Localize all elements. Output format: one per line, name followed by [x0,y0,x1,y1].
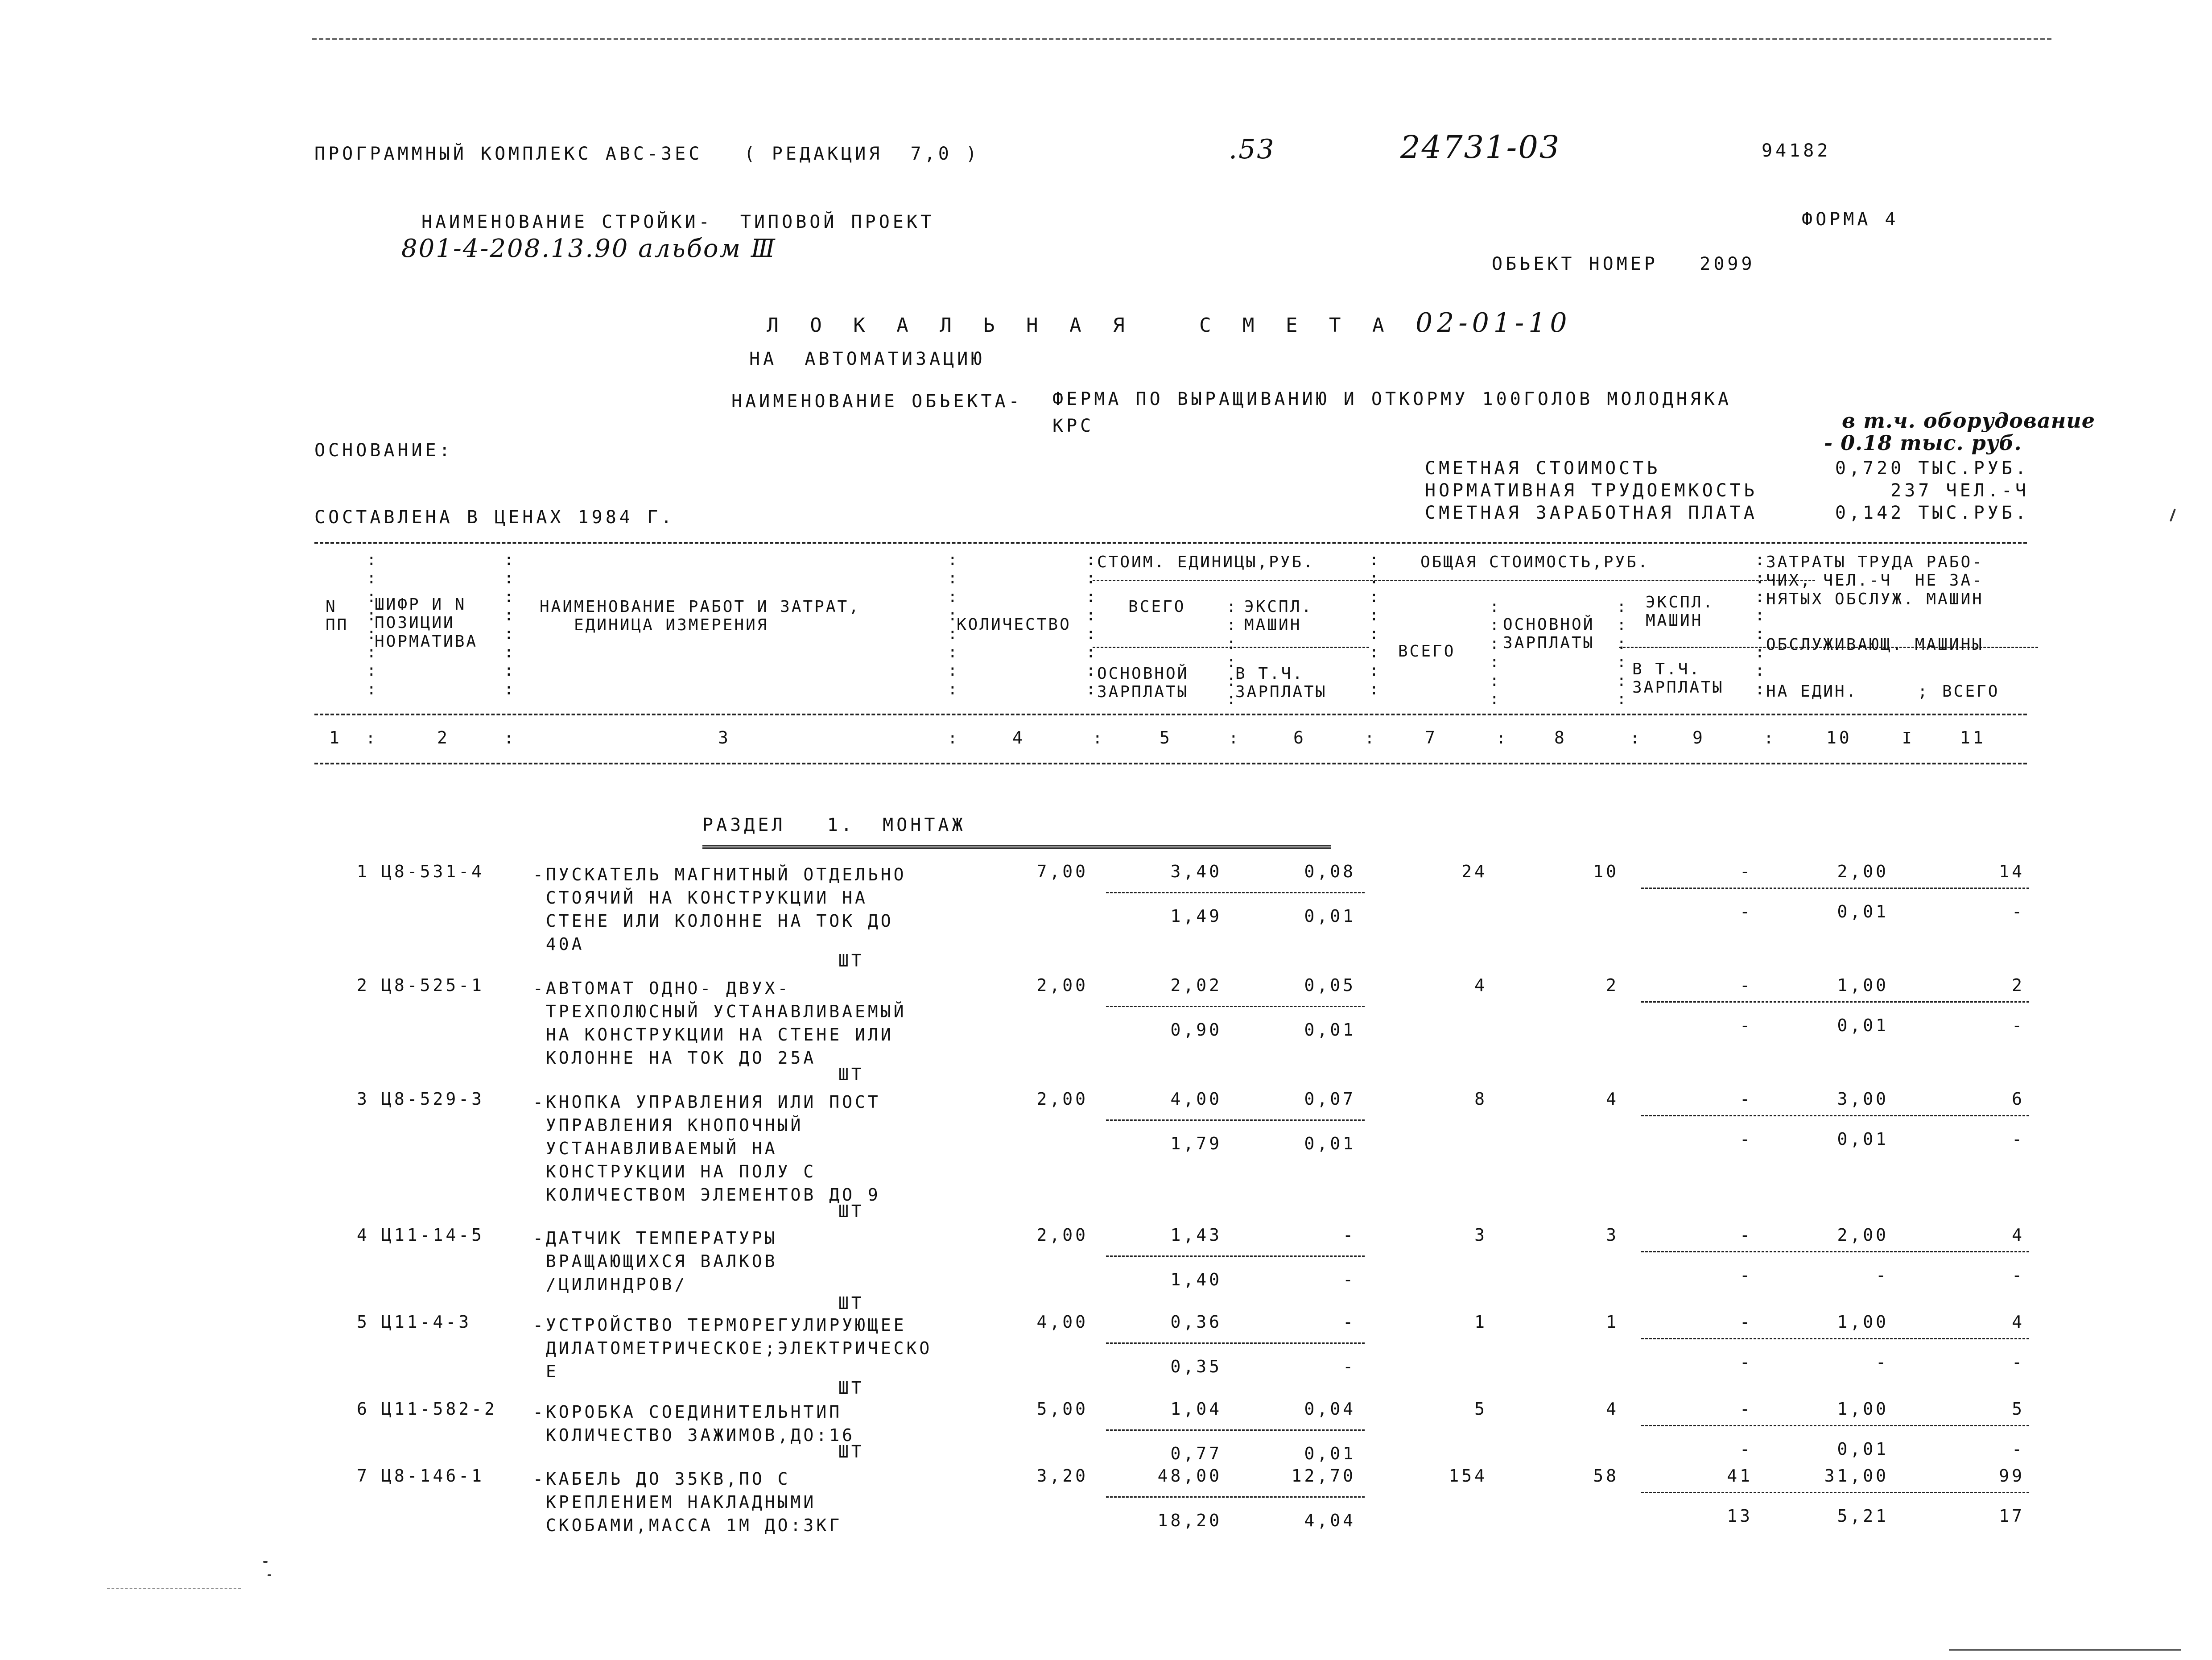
row-unit-machines: - [1343,1312,1356,1332]
row-unit-wages: 1,49 [1170,906,1222,926]
col-head-9b: В Т.Ч. ЗАРПЛАТЫ [1632,660,1724,697]
col-sep-1: : : : : : : : : [367,551,378,698]
row-total-machine-wages: - [1740,1352,1753,1372]
row-total: 8 [1474,1089,1487,1109]
row-total: 3 [1474,1225,1487,1245]
row-total-wages: 4 [1606,1089,1619,1109]
row-total-wages: 3 [1606,1225,1619,1245]
row-labor-total: 4 [2012,1312,2025,1332]
row-labor-unit-machines: 0,01 [1837,1016,1889,1035]
row-total-wages: 2 [1606,975,1619,995]
row-number: 1 [357,862,370,881]
row-labor-total: 14 [1999,862,2025,881]
row-labor-unit: 2,00 [1837,1225,1889,1245]
row-unit-machine-wages: 0,01 [1304,1020,1356,1040]
row-total-wages: 4 [1606,1399,1619,1419]
col-number-separators-h: : [1630,729,1640,747]
col-head-unit-cost: СТОИМ. ЕДИНИЦЫ,РУБ. [1097,553,1315,571]
row-labor-total-machines: - [2012,1439,2025,1459]
row-number: 7 [357,1466,370,1486]
row-labor-unit-machines: - [1876,1265,1889,1285]
col-number-1: 1 [329,728,342,747]
col-number-separators-g: : [1496,729,1506,747]
object-number: ОБЬЕКТ НОМЕР 2099 [1492,254,1755,274]
row-labor-unit: 1,00 [1837,1399,1889,1419]
row-total-machines: - [1740,1225,1753,1245]
col-number-11: 11 [1960,728,1986,747]
row-quantity: 2,00 [1036,1089,1088,1109]
table-numbers-bottom-rule [314,763,2027,764]
col-number-separators-b: : [504,729,514,747]
estimate-title-number: 02-01-10 [1415,307,1572,339]
section-underline [702,845,1331,849]
row-total-machines: - [1740,975,1753,995]
row-labor-total-machines: - [2012,1265,2025,1285]
row-sub-rule [1106,1342,1365,1344]
unit-cost-inner-rule [1093,580,1815,581]
equipment-note-line2: - 0.18 тыс. руб. [1824,431,2022,455]
row-unit-wages: 1,40 [1170,1270,1222,1289]
row-unit-machine-wages: 0,01 [1304,906,1356,926]
col-sep-6: : : : : : : : : [1369,551,1381,698]
col-head-8: ОСНОВНОЙ ЗАРПЛАТЫ [1503,615,1595,652]
summary-value-wages: 0,142 ТЫС.РУБ. [1835,503,2029,523]
col-head-6: ЭКСПЛ. МАШИН [1244,598,1313,635]
row-sub-rule [1641,1338,2029,1339]
row-labor-total: 4 [2012,1225,2025,1245]
row-unit: ШТ [838,1202,864,1221]
row-unit-total: 1,04 [1170,1399,1222,1419]
row-labor-unit-machines: 0,01 [1837,1129,1889,1149]
col-number-separators-i: : [1764,729,1774,747]
col-head-labor-sep: ; [1918,682,1929,701]
col-head-9: ЭКСПЛ. МАШИН [1646,593,1715,630]
col-sep-3: : : : : : : : : [948,551,959,698]
row-description: -ПУСКАТЕЛЬ МАГНИТНЫЙ ОТДЕЛЬНО СТОЯЧИЙ НА КОНСТРУКЦИИ НА СТЕНЕ ИЛИ КОЛОННЕ НА ТОК ДО 40А [533,865,907,954]
col-head-2: ШИФР И N ПОЗИЦИИ НОРМАТИВА [375,595,478,651]
row-total-wages: 58 [1593,1466,1619,1486]
object-name-line1: ФЕРМА ПО ВЫРАЩИВАНИЮ И ОТКОРМУ 100ГОЛОВ МОЛОДНЯКА [1052,389,1732,409]
row-unit-wages: 1,79 [1170,1134,1222,1153]
row-number: 4 [357,1225,370,1245]
equipment-note-line1: в т.ч. оборудование [1842,409,2096,433]
row-sub-rule [1641,1001,2029,1003]
row-total-machines: - [1740,1399,1753,1419]
summary-value-labor: 237 ЧЕЛ.-Ч [1890,480,2029,501]
form-label: ФОРМА 4 [1802,209,1899,230]
col-sep-7: : : : : : : [1490,598,1501,708]
program-line: ПРОГРАММНЫЙ КОМПЛЕКС АВС-3ЕС ( РЕДАКЦИЯ 7,0 ) [314,144,980,164]
row-quantity: 3,20 [1036,1466,1088,1486]
col-head-labor-b: ОБСЛУЖИВАЮЩ. МАШИНЫ [1766,636,1984,654]
document-number: 24731-03 [1400,129,1561,165]
col-number-4: 4 [1012,728,1025,747]
row-unit-machine-wages: 0,01 [1304,1134,1356,1153]
row-description: -КОРОБКА СОЕДИНИТЕЛЬНТИП КОЛИЧЕСТВО ЗАЖИМОВ,ДО:16 [533,1402,855,1445]
row-unit-total: 3,40 [1170,862,1222,881]
scan-speck [2170,508,2176,522]
row-total-machine-wages: - [1740,1265,1753,1285]
row-quantity: 7,00 [1036,862,1088,881]
row-description: -КНОПКА УПРАВЛЕНИЯ ИЛИ ПОСТ УПРАВЛЕНИЯ КНОПОЧНЫЙ УСТАНАВЛИВАЕМЫЙ НА КОНСТРУКЦИИ НА ПОЛУ С КОЛИЧЕСТВОМ ЭЛЕМЕНТОВ ДО 9 [533,1092,881,1205]
row-labor-total: 6 [2012,1089,2025,1109]
row-labor-unit: 2,00 [1837,862,1889,881]
scan-speck [263,1561,268,1563]
document-code: 94182 [1762,140,1831,161]
row-total-machine-wages: - [1740,1016,1753,1035]
col-head-1: N ПП [326,598,349,635]
row-labor-unit: 1,00 [1837,975,1889,995]
row-quantity: 4,00 [1036,1312,1088,1332]
row-labor-unit-machines: 5,21 [1837,1506,1889,1526]
row-unit-machines: 0,07 [1304,1089,1356,1109]
construction-value: 801-4-208.13.90 альбом Ⅲ [401,234,776,263]
row-unit-machines: 0,08 [1304,862,1356,881]
estimate-title [758,302,1572,339]
row-sub-rule [1106,1429,1365,1431]
row-sub-rule [1641,1115,2029,1116]
top-edge-dashes [312,38,2051,40]
row-total-machine-wages: - [1740,1439,1753,1459]
row-sub-rule [1106,1119,1365,1121]
row-unit-machine-wages: 0,01 [1304,1444,1356,1463]
col-number-6: 6 [1293,728,1306,747]
col-number-separators-d: : [1093,729,1102,747]
row-total: 4 [1474,975,1487,995]
row-unit-total: 48,00 [1157,1466,1222,1486]
row-unit-machine-wages: 4,04 [1304,1511,1356,1530]
col-number-separators-j: I [1902,729,1912,747]
row-description: -КАБЕЛЬ ДО 35КВ,ПО С КРЕПЛЕНИЕМ НАКЛАДНЫМИ СКОБАМИ,МАССА 1М ДО:3КГ [533,1469,842,1535]
row-total-machines: - [1740,862,1753,881]
col-number-5: 5 [1160,728,1172,747]
row-labor-total-machines: - [2012,902,2025,921]
row-sub-rule [1106,1006,1365,1007]
row-total-machine-wages: 13 [1727,1506,1753,1526]
object-name-line2: КРС [1052,416,1094,436]
col-number-10: 10 [1826,728,1852,747]
row-total-machines: - [1740,1312,1753,1332]
summary-label-cost: СМЕТНАЯ СТОИМОСТЬ [1425,458,1661,479]
table-header-bottom-rule [314,714,2027,715]
row-unit: ШТ [838,1293,864,1313]
row-unit-machine-wages: - [1343,1270,1356,1289]
row-total-wages: 10 [1593,862,1619,881]
section-title: РАЗДЕЛ 1. МОНТАЖ [702,815,966,835]
row-unit: ШТ [838,951,864,970]
bottom-left-dash [107,1588,241,1589]
row-unit-total: 1,43 [1170,1225,1222,1245]
row-sub-rule [1106,1496,1365,1498]
row-unit-machines: - [1343,1225,1356,1245]
row-unit-wages: 0,35 [1170,1357,1222,1376]
col-head-5: ВСЕГО [1128,598,1186,616]
row-quantity: 2,00 [1036,1225,1088,1245]
col-head-11: ВСЕГО [1942,682,2000,701]
row-description: -ДАТЧИК ТЕМПЕРАТУРЫ ВРАЩАЮЩИХСЯ ВАЛКОВ /ЦИЛИНДРОВ/ [533,1228,778,1294]
object-label: НАИМЕНОВАНИЕ ОБЬЕКТА- [731,391,1023,412]
row-total-machines: - [1740,1089,1753,1109]
row-total-wages: 1 [1606,1312,1619,1332]
col-head-7: ВСЕГО [1398,642,1456,661]
row-code: Ц11-582-2 [381,1399,497,1419]
col-head-labor: ЗАТРАТЫ ТРУДА РАБО- ЧИХ, ЧЕЛ.-Ч НЕ ЗА- НЯТЫХ ОБСЛУЖ. МАШИН [1766,553,1984,608]
row-unit: ШТ [838,1378,864,1398]
row-unit-machine-wages: - [1343,1357,1356,1376]
bottom-edge-dash [1949,1649,2181,1651]
col-number-separators-e: : [1229,729,1238,747]
row-total: 24 [1461,862,1487,881]
row-unit-machines: 12,70 [1291,1466,1356,1486]
row-labor-total-machines: - [2012,1016,2025,1035]
row-labor-unit: 3,00 [1837,1089,1889,1109]
row-total: 1 [1474,1312,1487,1332]
row-total: 5 [1474,1399,1487,1419]
estimate-title-text: Л О К А Л Ь Н А Я С М Е Т А [767,314,1416,337]
row-sub-rule [1641,1425,2029,1426]
price-basis: СОСТАВЛЕНА В ЦЕНАХ 1984 Г. [314,507,675,528]
col-head-total-cost: ОБЩАЯ СТОИМОСТЬ,РУБ. [1420,553,1650,571]
row-total-machine-wages: - [1740,1129,1753,1149]
row-unit-wages: 0,77 [1170,1444,1222,1463]
row-code: Ц8-525-1 [381,975,485,995]
col-sep-8: : : : : : : [1617,598,1628,708]
col-number-3: 3 [718,728,731,747]
col-number-separators-c: : [948,729,957,747]
row-total: 154 [1449,1466,1487,1486]
row-description: -УСТРОЙСТВО ТЕРМОРЕГУЛИРУЮЩЕЕ ДИЛАТОМЕТРИЧЕСКОЕ;ЭЛЕКТРИЧЕСКО Е [533,1315,933,1381]
col-number-9: 9 [1692,728,1705,747]
row-labor-total-machines: 17 [1999,1506,2025,1526]
row-unit-wages: 18,20 [1157,1511,1222,1530]
col-number-separators-f: : [1365,729,1374,747]
row-total-machine-wages: - [1740,902,1753,921]
row-code: Ц8-146-1 [381,1466,485,1486]
row-labor-total: 5 [2012,1399,2025,1419]
row-quantity: 2,00 [1036,975,1088,995]
row-sub-rule [1641,1251,2029,1252]
col-number-7: 7 [1425,728,1438,747]
col-head-3: НАИМЕНОВАНИЕ РАБОТ И ЗАТРАТ, ЕДИНИЦА ИЗМЕРЕНИЯ [540,598,860,635]
estimate-subtitle: НА АВТОМАТИЗАЦИЮ [749,349,985,369]
col-head-10: НА ЕДИН. [1766,682,1858,701]
row-sub-rule [1641,888,2029,889]
row-sub-rule [1641,1492,2029,1493]
row-labor-total: 2 [2012,975,2025,995]
row-code: Ц11-14-5 [381,1225,485,1245]
col-number-2: 2 [437,728,450,747]
col-head-4: КОЛИЧЕСТВО [957,615,1071,634]
scan-speck [268,1574,271,1576]
col-sep-2: : : : : : : : : [504,551,516,698]
row-labor-unit-machines: 0,01 [1837,1439,1889,1459]
row-number: 6 [357,1399,370,1419]
row-unit-machines: 0,05 [1304,975,1356,995]
col-sep-5: : : : : : : [1226,598,1238,708]
col-sep-4: : : : : : : : : [1086,551,1098,698]
row-description: -АВТОМАТ ОДНО- ДВУХ- ТРЕХПОЛЮСНЫЙ УСТАНАВЛИВАЕМЫЙ НА КОНСТРУКЦИИ НА СТЕНЕ ИЛИ КОЛОННЕ НА ТОК ДО 25А [533,979,907,1068]
row-labor-unit-machines: - [1876,1352,1889,1372]
row-quantity: 5,00 [1036,1399,1088,1419]
row-labor-total-machines: - [2012,1352,2025,1372]
row-code: Ц8-529-3 [381,1089,485,1109]
col-number-8: 8 [1554,728,1567,747]
row-sub-rule [1106,892,1365,893]
row-labor-unit: 31,00 [1824,1466,1889,1486]
col-head-5b: ОСНОВНОЙ ЗАРПЛАТЫ [1097,665,1189,702]
row-labor-total-machines: - [2012,1129,2025,1149]
row-number: 3 [357,1089,370,1109]
row-number: 2 [357,975,370,995]
row-unit-wages: 0,90 [1170,1020,1222,1040]
col-sep-9: : : : : : : : : [1755,551,1766,698]
construction-label: НАИМЕНОВАНИЕ СТРОЙКИ- ТИПОВОЙ ПРОЕКТ [421,212,935,232]
row-unit-total: 4,00 [1170,1089,1222,1109]
page-number: .53 [1229,134,1275,165]
row-unit: ШТ [838,1065,864,1084]
basis-label: ОСНОВАНИЕ: [314,440,453,461]
row-labor-unit-machines: 0,01 [1837,902,1889,921]
row-total-machines: 41 [1727,1466,1753,1486]
summary-label-labor: НОРМАТИВНАЯ ТРУДОЕМКОСТЬ [1425,480,1758,501]
row-sub-rule [1106,1255,1365,1257]
row-unit-machines: 0,04 [1304,1399,1356,1419]
table-top-rule [314,542,2027,544]
row-code: Ц11-4-3 [381,1312,472,1332]
summary-value-cost: 0,720 ТЫС.РУБ. [1835,458,2029,479]
row-unit-total: 0,36 [1170,1312,1222,1332]
row-unit: ШТ [838,1442,864,1462]
row-code: Ц8-531-4 [381,862,485,881]
col-head-6b: В Т.Ч. ЗАРПЛАТЫ [1235,665,1327,702]
row-unit-total: 2,02 [1170,975,1222,995]
row-number: 5 [357,1312,370,1332]
col-number-separators: : [366,729,376,747]
row-labor-unit: 1,00 [1837,1312,1889,1332]
row-labor-total: 99 [1999,1466,2025,1486]
summary-label-wages: СМЕТНАЯ ЗАРАБОТНАЯ ПЛАТА [1425,503,1758,523]
